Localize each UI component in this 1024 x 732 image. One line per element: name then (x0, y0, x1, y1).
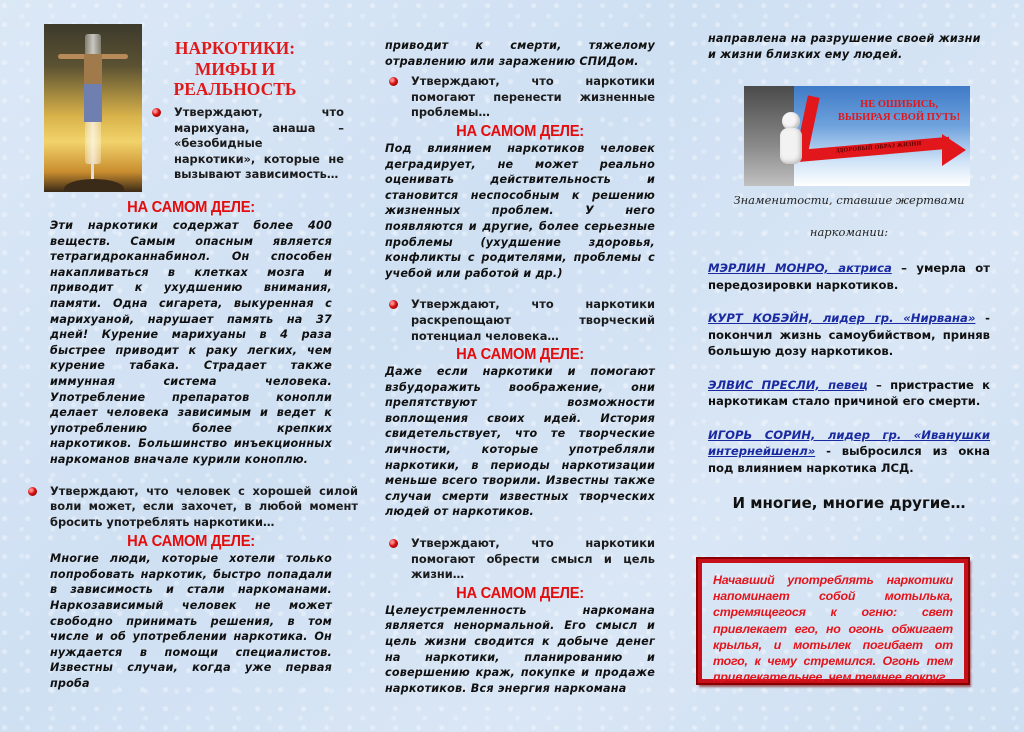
celebs-heading-1: Знаменитости, ставшие жертвами (733, 193, 965, 207)
banner-caption: НЕ ОШИБИСЬ, ВЫБИРАЯ СВОЙ ПУТЬ! (837, 99, 961, 123)
celeb-name[interactable]: ИГОРЬ СОРИН, лидер гр. «Иванушки интернейшенл» (708, 427, 990, 458)
bullet-icon (28, 487, 37, 496)
celeb-text: - покончил жизнь самоубийством, приняв большую дозу наркотиков. (708, 311, 990, 358)
figure-body (780, 128, 802, 164)
bullet-icon (389, 300, 398, 309)
quote-text: Начавший употреблять наркотики напоминает собой мотылька, стремящегося к огню: свет привлекает его, но огонь обжигает крылья, и мотылек погибает от того, к чему стремился. Огонь тем привлекательнее, чем темнее вокруг (713, 573, 953, 685)
bullet-icon (389, 539, 398, 548)
figure-legs (84, 84, 102, 122)
continuation-2: направлена на разрушение своей жизни и жизни близких ему людей. (708, 32, 981, 61)
fact-3: Под влиянием наркотиков человек деградирует, не может реально оценивать действительность и становится неспособным к решению жизненных проблем. У него появляются и другие, более серьезные проблемы (ухудшение здоровья, конфликты с родителями, проблемы с учебой или работой и др.) (385, 141, 655, 280)
myth-2 (24, 484, 358, 531)
fact-2: Многие люди, которые хотели только попробовать наркотик, быстро попадали в зависимость и стали наркоманами. Наркозависимый человек не может свободно принимать решения, в том числе и об употреблении наркотика. Он нуждается в помощи специалистов. Известны случаи, когда уже первая проба (50, 552, 332, 691)
myth-1-text: Утверждают, что марихуана, анаша – «безобидные наркотики», которые не вызывают зависимость… (174, 105, 344, 182)
syringe-illustration (44, 24, 142, 192)
reality-heading: НА САМОМ ДЕЛЕ: (127, 533, 255, 551)
celebs-heading-2: наркомании: (809, 225, 889, 239)
column-3-celebs (708, 193, 990, 512)
fact-1: Эти наркотики содержат более 400 веществ. Самым опасным является тетрагидроканнабинол. Он способен накапливаться в клетках мозга и приводит к ухудшению внимания, памяти. Одна сигарета, выкуренная с марихуаной, нарушает память на 37 дней! Курение марихуаны в 4 раза быстрее приводит к раку легких, чем курение табака. Страдает также иммунная система человека. Употребление препаратов конопли делает человека зависимым и ведет к употреблению более крепких наркотиков. Большинство инъекционных наркоманов вначале курили коноплю. (50, 219, 332, 466)
reality-heading: НА САМОМ ДЕЛЕ: (456, 346, 584, 364)
celeb-name[interactable]: КУРТ КОБЭЙН, лидер гр. «Нирвана» (708, 311, 976, 325)
myth-5-text: Утверждают, что наркотики помогают обрести смысл и цель жизни… (411, 536, 655, 582)
reality-heading: НА САМОМ ДЕЛЕ: (456, 584, 584, 602)
column-2 (385, 38, 655, 696)
celeb-text: - выбросился из окна под влиянием наркотика ЛСД. (708, 444, 990, 475)
celeb-name[interactable]: ЭЛВИС ПРЕСЛИ, певец (708, 377, 868, 392)
myth-5 (385, 536, 655, 583)
column-1-body (50, 199, 358, 692)
celeb-item (708, 310, 990, 360)
page-title: НАРКОТИКИ: МИФЫ И РЕАЛЬНОСТЬ (173, 38, 297, 99)
banner-arrow-text: ЗДОРОВЫЙ ОБРАЗ ЖИЗНИ (836, 140, 922, 155)
myth-2-text: Утверждают, что человек с хорошей силой воли может, если захочет, в любой момент бросить употреблять наркотики… (50, 483, 358, 529)
myth-1 (148, 105, 344, 183)
bullet-icon (389, 77, 398, 86)
fact-4: Даже если наркотики и помогают взбудоражить воображение, они препятствуют возможности воплощения своих идей. История свидетельствует, что те творческие личности, которые употребляли наркотики, в периоды наркотизации меньше всего творили. Известны также случаи смерти известных творческих людей от наркотиков. (385, 365, 655, 519)
celeb-item (708, 427, 990, 477)
ground-shape (64, 179, 124, 192)
reality-heading: НА САМОМ ДЕЛЕ: (456, 122, 584, 140)
quote-box (697, 558, 969, 684)
arrow-head-icon (942, 134, 966, 166)
needle-shape (91, 162, 94, 180)
many-others: И многие, многие другие… (732, 494, 966, 512)
reality-heading: НА САМОМ ДЕЛЕ: (127, 199, 255, 216)
celeb-name[interactable]: МЭРЛИН МОНРО, актриса (708, 261, 892, 275)
myth-3 (385, 74, 655, 121)
bullet-icon (152, 108, 161, 117)
celeb-text: – пристрастие к наркотикам стало причиной его смерти. (708, 377, 990, 408)
myth-4-text: Утверждают, что наркотики раскрепощают творческий потенциал человека… (411, 297, 655, 343)
fact-5: Целеустремленность наркомана является ненормальной. Его смысл и цель жизни сводится к добыче денег на наркотики, планированию и совершению краж, покупке и продаже наркотиков. Вся энергия наркомана (385, 603, 655, 695)
celeb-item (708, 260, 990, 293)
healthy-lifestyle-banner (744, 86, 970, 186)
continuation-1: приводит к смерти, тяжелому отравлению или заражению СПИДом. (385, 39, 655, 68)
figure-body (84, 54, 102, 84)
celeb-item (708, 377, 990, 410)
myth-4 (385, 297, 655, 344)
celeb-text: – умерла от передозировки наркотиков. (708, 261, 990, 292)
column-3-top (708, 31, 990, 62)
myth-3-text: Утверждают, что наркотики помогают перенести жизненные проблемы… (411, 74, 655, 120)
